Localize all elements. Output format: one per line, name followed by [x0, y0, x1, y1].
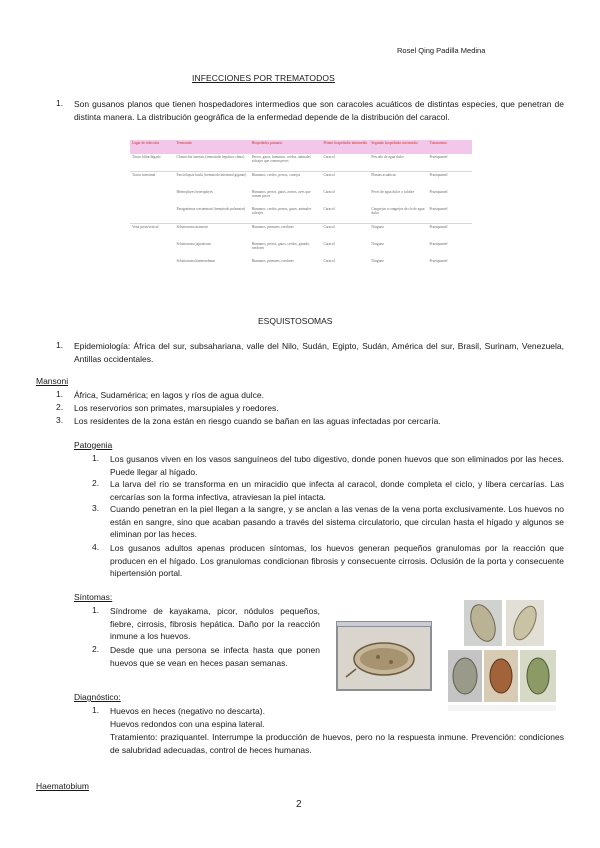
table-cell: Humanos, perros, gatos, zorros, aves que comen peces [251, 190, 311, 199]
table-cell: Humanos, cerdos, perros, conejos [250, 172, 322, 190]
treatment-paragraph: Tratamiento: praziquantel. Interrumpe la producción de huevos, pero no la respuesta inmune. Prevención: condiciones de salubridad adecuadas, control de heces humanas. [110, 732, 564, 755]
table-cell: Caracol [322, 172, 370, 190]
list-item: África, Sudamérica; en lagos y ríos de agua dulce. [74, 390, 264, 400]
table-row [130, 154, 472, 172]
table-header: Hospedador primario [250, 140, 322, 154]
table-cell: Caracol [322, 224, 370, 242]
table-header: Segundo hospedador intermedio [369, 140, 427, 154]
table-cell: Humanos, perros, gatos, cerdos, ganado, roedores [251, 242, 310, 251]
egg-types-collage [446, 598, 558, 713]
list-item: Los gusanos viven en los vasos sanguíneos del tubo digestivo, donde ponen huevos que son eliminados por las heces. Puede llegar al hígado. [110, 454, 564, 477]
mansoni-heading: Mansoni [36, 376, 69, 386]
table-cell: Tracto biliar/hígado [132, 155, 161, 159]
table-cell: Schistosoma japonicum [176, 242, 211, 246]
list-number: 1. [56, 389, 64, 399]
epidemiology-paragraph: Epidemiología: África del sur, subsahariana, valle del Nilo, Sudán, Egipto, Sudán, América del sur, Brasil, Surinam, Venezuela, Antillas occidentales. [74, 341, 564, 364]
table-cell: Caracol [323, 155, 335, 159]
author-name: Rosel Qing Padilla Medina [397, 46, 486, 55]
table-cell: Schistosoma haematobium [176, 259, 216, 263]
table-cell: Peces de agua dulce o salobre [371, 190, 415, 194]
list-number: 4. [92, 542, 100, 552]
table-cell: Tracto intestinal [130, 172, 174, 190]
list-item: Desde que una persona se infecta hasta que ponen huevos que se vean en heces pasan semanas. [110, 645, 320, 668]
page-number: 2 [296, 799, 302, 810]
section-title: ESQUISTOSOMAS [258, 316, 333, 326]
table-cell: Humanos, primates, roedores [251, 259, 294, 263]
list-item: Cuando penetran en la piel llegan a la sangre, y se anclan a las venas de la vena porta exclusivamente. Los huevos no están en sangre, sino que acaban pasando a través del sistema circulatorio, que circulan hasta el hígado y algunos se eliminan por las heces. [110, 504, 564, 539]
intro-number: 1. [56, 98, 64, 108]
table-row [130, 172, 472, 190]
table-row [130, 206, 472, 224]
diagnosis-line: Huevos en heces (negativo no descarta). [110, 706, 265, 716]
table-cell: Humanos, primates, roedores [250, 224, 322, 242]
list-number: 2. [92, 478, 100, 488]
egg-micrograph-image [336, 621, 432, 691]
table-cell: Ninguno [371, 242, 384, 246]
table-cell: Caracol [323, 259, 335, 263]
trematode-table [130, 140, 472, 275]
table-cell: Praziquantel [428, 224, 473, 242]
table-header: Tratamiento [428, 140, 473, 154]
document-title: INFECCIONES POR TREMATODOS [192, 73, 335, 83]
table-header: Trematodo [174, 140, 249, 154]
list-item: Los residentes de la zona están en riesgo cuando se bañan en las aguas infectadas por cercaría. [74, 416, 441, 426]
table-cell: Caracol [323, 242, 335, 246]
table-header: Primer hospedador intermedio [322, 140, 370, 154]
table-cell: Vena porta/vesical [130, 224, 174, 242]
diagnostico-heading: Diagnóstico: [74, 692, 121, 702]
list-number: 3. [56, 415, 64, 425]
table-cell: Cangrejos o cangrejos de río de agua dulce [371, 207, 425, 216]
table-cell: Fasciolopsis buski (trematodo intestinal gigante) [174, 172, 249, 190]
table-cell: Ninguno [371, 259, 384, 263]
haematobium-heading: Haematobium [36, 781, 89, 791]
list-item: La larva del río se transforma en un miracidio que infecta al caracol, donde completa el ciclo, y libera cercarías. Las cercarías son la forma infectiva, atraviesan la piel intacta. [110, 479, 564, 502]
table-cell: Praziquantel [429, 155, 448, 159]
table-cell: Praziquantel [429, 259, 448, 263]
table-header-row [130, 140, 472, 154]
table-cell: Heterophyes heterophyes [176, 190, 213, 194]
table-header: Lugar de infección [130, 140, 174, 154]
list-number: 2. [92, 644, 100, 654]
table-cell: Praziquantel [429, 190, 448, 194]
table-cell: Pescado de agua dulce [371, 155, 404, 159]
table-cell: Ninguno [369, 224, 427, 242]
list-number: 1. [92, 605, 100, 615]
table-cell: Schistosoma mansoni [174, 224, 249, 242]
table-cell [130, 258, 174, 275]
table-row [130, 241, 472, 258]
table-cell [130, 206, 174, 224]
table-cell: Humanos, cerdos, perros, gatos, animales salvajes [251, 207, 312, 216]
table-cell: Clonorchis sinensis (trematodo hepático chino) [176, 155, 245, 159]
intro-paragraph: Son gusanos planos que tienen hospedadores intermedios que son caracoles acuáticos de distintas especies, que penetran de distinta manera. La distribución geográfica de la enfermedad depende de la distribución del caracol. [74, 99, 564, 122]
table-cell: Plantas acuáticas [369, 172, 427, 190]
list-number: 3. [92, 503, 100, 513]
list-item: Síndrome de kayakama, picor, nódulos pequeños, fiebre, cirrosis, fibrosis hepática. Daño por la reacción inmune a los huevos. [110, 606, 320, 641]
table-cell [130, 241, 174, 258]
table-cell: Caracol [323, 190, 335, 194]
table-cell: Praziquantel [429, 242, 448, 246]
table-cell: Praziquantel [429, 207, 448, 211]
table-cell: Praziquantel [428, 172, 473, 190]
table-row [130, 224, 472, 242]
list-item: Los reservorios son primates, marsupiales y roedores. [74, 403, 279, 413]
list-number: 2. [56, 402, 64, 412]
table-row [130, 258, 472, 275]
table-cell: Paragonimus westermani (trematodo pulmonar) [176, 207, 246, 211]
table-cell: Perros, gatos, humanos, cerdos, animales salvajes que comen peces [251, 155, 311, 164]
table-row [130, 189, 472, 206]
table-cell [130, 189, 174, 206]
patogenia-heading: Patogenia [74, 440, 113, 450]
list-number: 1. [92, 453, 100, 463]
list-item: Los gusanos adultos apenas producen síntomas, los huevos generan pequeños granulomas por la reacción que producen en el hígado. Los granulomas condicionan fibrosis y consecuente cirrosis. Oclusión de la porta y consecuente hipertensión portal. [110, 543, 564, 578]
list-number: 1. [92, 705, 100, 715]
diagnosis-line: Huevos redondos con una espina lateral. [110, 719, 265, 729]
table-cell: Caracol [323, 207, 335, 211]
epi-number: 1. [56, 340, 64, 350]
sintomas-heading: Síntomas: [74, 592, 113, 602]
